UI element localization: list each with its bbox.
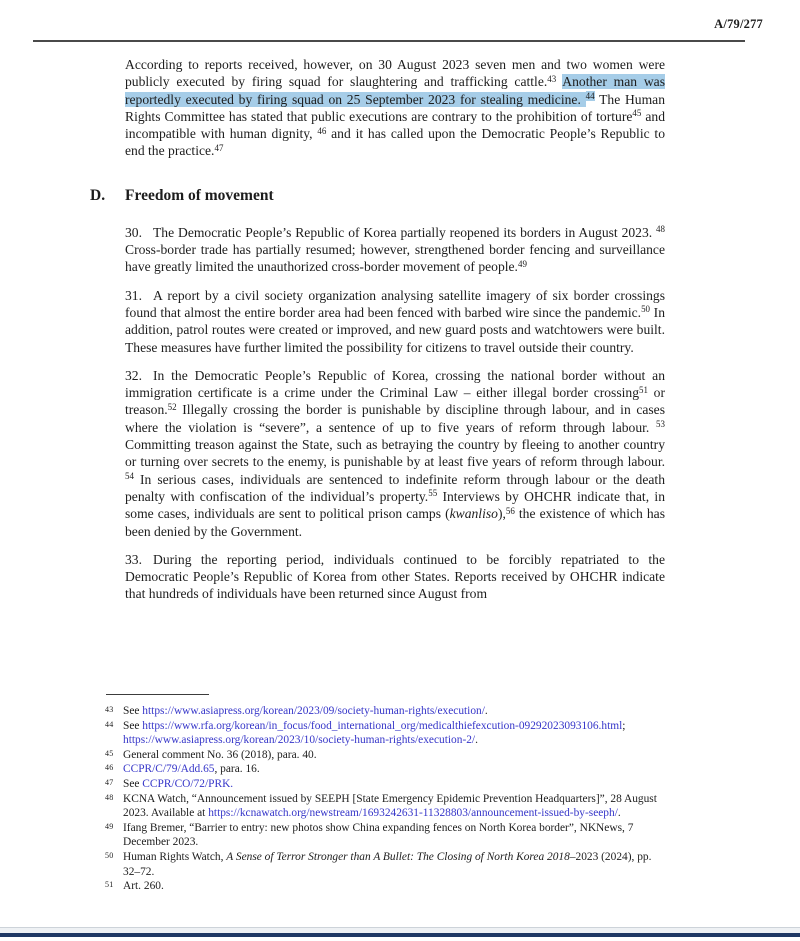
footnote-text xyxy=(122,719,665,748)
text-run: Interviews by OHCHR indicate that, in some cases, individuals are sent to political prison camps ( xyxy=(125,488,665,522)
text-run: The Human Rights Committee has stated that public executions are contrary to the prohibition of torture xyxy=(125,91,665,124)
text-run: A report by a civil society organization analysing satellite imagery of six border crossings found that almost the entire border area had been fenced with barbed wire since the pandemic. xyxy=(125,287,665,320)
footnote-hyperlink[interactable]: CCPR/C/79/Add.65 xyxy=(123,763,215,776)
footnote-ref: 51 xyxy=(639,384,648,395)
text-run: ; xyxy=(622,719,626,732)
text-run: . xyxy=(617,807,621,820)
paragraph-number: 31. xyxy=(125,287,142,303)
footnote-text xyxy=(122,821,665,850)
section-title: Freedom of movement xyxy=(125,186,274,204)
footnote-number: 47 xyxy=(105,777,114,787)
footnote-44 xyxy=(93,719,665,748)
footnote-ref: 48 xyxy=(656,224,665,235)
section-heading xyxy=(90,186,665,205)
section-number: D. xyxy=(90,186,106,204)
footnote-48 xyxy=(93,792,665,821)
footnote-46 xyxy=(93,762,665,777)
highlighted-text: Another man was reportedly executed by firing squad on 25 September 2023 for stealing medicine. xyxy=(125,74,666,107)
text-run: and it has called upon the Democratic People’s Republic to end the practice. xyxy=(125,126,666,159)
text-run: Art. 260. xyxy=(123,880,164,893)
footnote-ref: 52 xyxy=(167,401,177,412)
text-run: Committing treason against the State, such as betraying the country by fleeing to another country or turning over secrets to the enemy, is punishable by at least five years of reform through labour. xyxy=(125,437,665,470)
text-run: A Sense of Terror Stronger than A Bullet: The Closing of North Korea 2018 xyxy=(226,850,570,863)
footnote-ref: 56 xyxy=(505,505,515,516)
paragraph-number: 30. xyxy=(125,224,142,240)
header-rule xyxy=(33,40,745,42)
footnote-50 xyxy=(93,850,665,879)
paragraph-text xyxy=(125,552,665,602)
text-run: kwanliso xyxy=(449,506,498,522)
footnote-number: 44 xyxy=(105,719,114,729)
paragraph-number: 33. xyxy=(125,551,142,567)
text-run: In addition, patrol routes were created or improved, and new guard posts and watchtowers were built. These measures have further limited the possibility for citizens to travel outside their country. xyxy=(125,304,665,355)
text-run: . xyxy=(475,734,478,747)
footnote-text xyxy=(122,748,665,763)
footnote-45 xyxy=(93,748,665,763)
text-run: or treason. xyxy=(125,385,665,418)
text-run: See xyxy=(123,705,143,717)
footnote-hyperlink[interactable]: https://www.asiapress.org/korean/2023/10/society-human-rights/execution-2/ xyxy=(123,734,476,747)
footnote-text xyxy=(122,879,665,894)
footnote-ref: 47 xyxy=(214,143,224,153)
text-run: and incompatible with human dignity, xyxy=(125,108,665,142)
text-run: . xyxy=(484,705,488,717)
footnote-ref: 45 xyxy=(632,108,642,119)
document-symbol: A/79/277 xyxy=(714,17,763,31)
footnote-49 xyxy=(93,821,665,850)
footnote-text xyxy=(122,777,665,792)
footnote-number: 48 xyxy=(105,792,114,802)
paragraph-31 xyxy=(125,287,665,356)
footnote-ref: 55 xyxy=(428,488,438,499)
footnote-hyperlink[interactable]: https://www.rfa.org/korean/in_focus/food_international_org/medicalthiefexcution-09292023093106.html xyxy=(142,719,623,732)
footnote-ref: 46 xyxy=(317,125,327,136)
text-run: During the reporting period, individuals continued to be forcibly repatriated to the Democratic People’s Republic of Korea from other States. Reports received by OHCHR indicate that hundreds of individuals have been returned since August from xyxy=(125,551,665,602)
text-run: , para. 16. xyxy=(214,763,260,776)
footnote-text xyxy=(122,762,665,777)
footnote-51 xyxy=(93,879,665,894)
text-run: Cross-border trade has partially resumed; however, strengthened border fencing and surveillance have greatly limited the unauthorized cross-border movement of people. xyxy=(125,242,665,275)
paragraph-number: 32. xyxy=(125,367,142,383)
footnote-hyperlink[interactable]: CCPR/CO/72/PRK. xyxy=(142,777,234,790)
footnote-number: 45 xyxy=(105,748,114,758)
footnote-text xyxy=(122,792,665,821)
footnotes-section xyxy=(93,694,665,894)
footnote-ref: 49 xyxy=(517,258,527,269)
footnote-hyperlink[interactable]: https://www.asiapress.org/korean/2023/09/society-human-rights/execution/ xyxy=(142,705,485,717)
footnote-text xyxy=(122,704,665,719)
footnote-ref: 53 xyxy=(656,419,665,430)
footnote-ref: 50 xyxy=(641,304,651,315)
text-run: According to reports received, however, on 30 August 2023 seven men and two women were publicly executed by firing squad for slaughtering and trafficking cattle. xyxy=(125,57,665,90)
text-run: In serious cases, individuals are sentenced to indefinite reform through labour or the death penalty with confiscation of the individual’s property. xyxy=(125,471,665,504)
footnote-43 xyxy=(93,704,665,719)
text-run: See xyxy=(123,777,143,790)
paragraph-32 xyxy=(125,367,665,540)
footnote-hyperlink[interactable]: https://kcnawatch.org/newstream/1693242631-11328803/announcement-issued-by-seeph/ xyxy=(208,807,618,820)
text-run: –2023 (2024), pp. 32–72. xyxy=(123,850,652,878)
paragraph-33 xyxy=(125,551,665,603)
footnote-number: 43 xyxy=(105,705,114,714)
text-run: The Democratic People’s Republic of Korea partially reopened its borders in August 2023. xyxy=(153,224,657,240)
footnote-number: 46 xyxy=(105,763,114,773)
paragraph-intro xyxy=(125,56,665,160)
footnote-separator xyxy=(106,694,209,695)
footnote-text xyxy=(122,850,665,879)
footnote-ref: 43 xyxy=(547,73,557,84)
text-run: In the Democratic People’s Republic of Korea, crossing the national border without an immigration certificate is a crime under the Criminal Law – either illegal border crossing xyxy=(125,367,665,401)
text-run: Human Rights Watch, xyxy=(123,850,227,863)
text-run: See xyxy=(123,719,143,732)
footnote-47 xyxy=(93,777,665,792)
paragraph-text xyxy=(125,225,665,275)
footnote-number: 49 xyxy=(105,821,114,831)
paragraph-30 xyxy=(125,224,665,276)
text-run: General comment No. 36 (2018), para. 40. xyxy=(123,748,317,761)
text-run: KCNA Watch, “Announcement issued by SEEPH [State Emergency Epidemic Prevention Headquarters]”, 28 August 2023. Available at xyxy=(123,792,657,820)
text-run: ), xyxy=(497,506,506,522)
footnote-number: 51 xyxy=(105,880,114,890)
paragraph-text xyxy=(125,368,665,539)
text-run: Ifang Bremer, “Barrier to entry: new photos show China expanding fences on North Korea border”, NKNews, 7 December 2023. xyxy=(123,821,634,849)
text-run: the existence of which has been denied by the Government. xyxy=(125,506,665,539)
footnote-number: 50 xyxy=(105,850,114,860)
text-run: Illegally crossing the border is punishable by discipline through labour, and in cases where the violation is “severe”, a sentence of up to five years of reform through labour. xyxy=(125,402,665,435)
window-bottom-border xyxy=(0,933,800,937)
paragraph-text xyxy=(125,288,665,355)
document-body xyxy=(90,56,666,614)
footnote-ref: 44 xyxy=(585,91,595,102)
footnote-ref: 54 xyxy=(125,471,134,482)
